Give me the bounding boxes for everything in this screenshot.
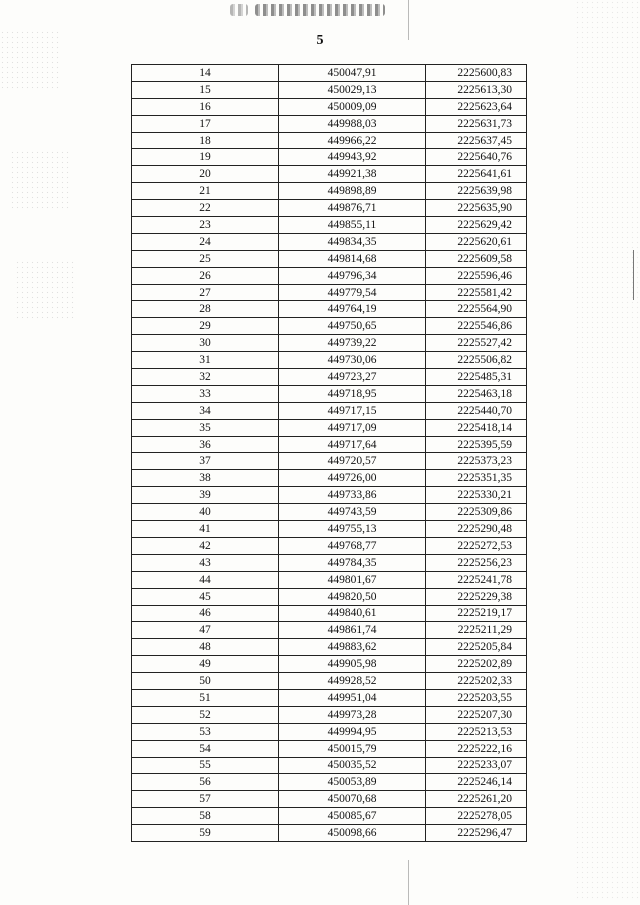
scan-artifact-top-left xyxy=(230,4,248,16)
point-number-cell: 55 xyxy=(132,757,279,774)
y-coordinate-cell: 2225546,86 xyxy=(426,318,527,335)
table-row xyxy=(132,706,527,723)
y-coordinate-cell: 2225640,76 xyxy=(426,149,527,166)
x-coordinate-cell: 450098,66 xyxy=(279,825,426,842)
scan-artifact-top xyxy=(255,4,385,16)
table-row xyxy=(132,115,527,132)
point-number-cell: 19 xyxy=(132,149,279,166)
table-row xyxy=(132,81,527,98)
y-coordinate-cell: 2225609,58 xyxy=(426,250,527,267)
table-row xyxy=(132,267,527,284)
page-number: 5 xyxy=(316,33,324,48)
y-coordinate-cell: 2225229,38 xyxy=(426,588,527,605)
point-number-cell: 42 xyxy=(132,537,279,554)
y-coordinate-cell: 2225635,90 xyxy=(426,200,527,217)
y-coordinate-cell: 2225637,45 xyxy=(426,132,527,149)
x-coordinate-cell: 449730,06 xyxy=(279,352,426,369)
x-coordinate-cell: 449814,68 xyxy=(279,250,426,267)
point-number-cell: 30 xyxy=(132,335,279,352)
y-coordinate-cell: 2225211,29 xyxy=(426,622,527,639)
y-coordinate-cell: 2225485,31 xyxy=(426,369,527,386)
y-coordinate-cell: 2225202,89 xyxy=(426,656,527,673)
point-number-cell: 15 xyxy=(132,81,279,98)
y-coordinate-cell: 2225261,20 xyxy=(426,791,527,808)
x-coordinate-cell: 449779,54 xyxy=(279,284,426,301)
table-row xyxy=(132,808,527,825)
point-number-cell: 51 xyxy=(132,689,279,706)
point-number-cell: 50 xyxy=(132,673,279,690)
table-row xyxy=(132,453,527,470)
point-number-cell: 16 xyxy=(132,98,279,115)
x-coordinate-cell: 449801,67 xyxy=(279,571,426,588)
x-coordinate-cell: 449951,04 xyxy=(279,689,426,706)
point-number-cell: 33 xyxy=(132,385,279,402)
point-number-cell: 20 xyxy=(132,166,279,183)
x-coordinate-cell: 449928,52 xyxy=(279,673,426,690)
y-coordinate-cell: 2225623,64 xyxy=(426,98,527,115)
table-row xyxy=(132,537,527,554)
y-coordinate-cell: 2225296,47 xyxy=(426,825,527,842)
scan-noise xyxy=(575,0,640,900)
table-row xyxy=(132,419,527,436)
y-coordinate-cell: 2225631,73 xyxy=(426,115,527,132)
table-row xyxy=(132,301,527,318)
x-coordinate-cell: 449840,61 xyxy=(279,605,426,622)
point-number-cell: 43 xyxy=(132,554,279,571)
x-coordinate-cell: 449743,59 xyxy=(279,504,426,521)
x-coordinate-cell: 449718,95 xyxy=(279,385,426,402)
point-number-cell: 14 xyxy=(132,65,279,82)
table-row xyxy=(132,740,527,757)
x-coordinate-cell: 449723,27 xyxy=(279,369,426,386)
table-row xyxy=(132,65,527,82)
y-coordinate-cell: 2225213,53 xyxy=(426,723,527,740)
point-number-cell: 36 xyxy=(132,436,279,453)
table-row xyxy=(132,166,527,183)
table-row xyxy=(132,335,527,352)
scan-edge-line xyxy=(408,860,409,905)
y-coordinate-cell: 2225309,86 xyxy=(426,504,527,521)
table-row xyxy=(132,639,527,656)
y-coordinate-cell: 2225629,42 xyxy=(426,217,527,234)
x-coordinate-cell: 449994,95 xyxy=(279,723,426,740)
point-number-cell: 37 xyxy=(132,453,279,470)
x-coordinate-cell: 449820,50 xyxy=(279,588,426,605)
point-number-cell: 52 xyxy=(132,706,279,723)
y-coordinate-cell: 2225233,07 xyxy=(426,757,527,774)
x-coordinate-cell: 449834,35 xyxy=(279,233,426,250)
x-coordinate-cell: 449755,13 xyxy=(279,521,426,538)
table-row xyxy=(132,656,527,673)
point-number-cell: 54 xyxy=(132,740,279,757)
table-row xyxy=(132,622,527,639)
table-row xyxy=(132,233,527,250)
table-row xyxy=(132,470,527,487)
x-coordinate-cell: 449921,38 xyxy=(279,166,426,183)
point-number-cell: 41 xyxy=(132,521,279,538)
y-coordinate-cell: 2225581,42 xyxy=(426,284,527,301)
x-coordinate-cell: 449943,92 xyxy=(279,149,426,166)
table-row xyxy=(132,200,527,217)
x-coordinate-cell: 449861,74 xyxy=(279,622,426,639)
y-coordinate-cell: 2225463,18 xyxy=(426,385,527,402)
x-coordinate-cell: 449750,65 xyxy=(279,318,426,335)
x-coordinate-cell: 449898,89 xyxy=(279,183,426,200)
point-number-cell: 59 xyxy=(132,825,279,842)
point-number-cell: 53 xyxy=(132,723,279,740)
x-coordinate-cell: 449855,11 xyxy=(279,217,426,234)
coordinates-table-body xyxy=(132,65,527,842)
point-number-cell: 40 xyxy=(132,504,279,521)
x-coordinate-cell: 449768,77 xyxy=(279,537,426,554)
point-number-cell: 26 xyxy=(132,267,279,284)
y-coordinate-cell: 2225527,42 xyxy=(426,335,527,352)
table-row xyxy=(132,250,527,267)
y-coordinate-cell: 2225600,83 xyxy=(426,65,527,82)
x-coordinate-cell: 449726,00 xyxy=(279,470,426,487)
y-coordinate-cell: 2225351,35 xyxy=(426,470,527,487)
y-coordinate-cell: 2225205,84 xyxy=(426,639,527,656)
point-number-cell: 18 xyxy=(132,132,279,149)
y-coordinate-cell: 2225418,14 xyxy=(426,419,527,436)
scan-edge-line xyxy=(633,250,634,300)
table-row xyxy=(132,588,527,605)
y-coordinate-cell: 2225203,55 xyxy=(426,689,527,706)
point-number-cell: 49 xyxy=(132,656,279,673)
x-coordinate-cell: 449988,03 xyxy=(279,115,426,132)
point-number-cell: 27 xyxy=(132,284,279,301)
y-coordinate-cell: 2225613,30 xyxy=(426,81,527,98)
table-row xyxy=(132,504,527,521)
y-coordinate-cell: 2225395,59 xyxy=(426,436,527,453)
x-coordinate-cell: 449720,57 xyxy=(279,453,426,470)
point-number-cell: 29 xyxy=(132,318,279,335)
table-row xyxy=(132,689,527,706)
y-coordinate-cell: 2225641,61 xyxy=(426,166,527,183)
x-coordinate-cell: 449764,19 xyxy=(279,301,426,318)
point-number-cell: 28 xyxy=(132,301,279,318)
y-coordinate-cell: 2225219,17 xyxy=(426,605,527,622)
point-number-cell: 31 xyxy=(132,352,279,369)
x-coordinate-cell: 449905,98 xyxy=(279,656,426,673)
x-coordinate-cell: 449784,35 xyxy=(279,554,426,571)
y-coordinate-cell: 2225241,78 xyxy=(426,571,527,588)
x-coordinate-cell: 449883,62 xyxy=(279,639,426,656)
point-number-cell: 58 xyxy=(132,808,279,825)
scan-noise xyxy=(15,260,75,320)
point-number-cell: 44 xyxy=(132,571,279,588)
x-coordinate-cell: 450085,67 xyxy=(279,808,426,825)
point-number-cell: 25 xyxy=(132,250,279,267)
table-row xyxy=(132,605,527,622)
x-coordinate-cell: 449966,22 xyxy=(279,132,426,149)
point-number-cell: 46 xyxy=(132,605,279,622)
x-coordinate-cell: 450015,79 xyxy=(279,740,426,757)
x-coordinate-cell: 449973,28 xyxy=(279,706,426,723)
x-coordinate-cell: 450070,68 xyxy=(279,791,426,808)
table-row xyxy=(132,385,527,402)
table-row xyxy=(132,825,527,842)
point-number-cell: 22 xyxy=(132,200,279,217)
y-coordinate-cell: 2225620,61 xyxy=(426,233,527,250)
y-coordinate-cell: 2225596,46 xyxy=(426,267,527,284)
point-number-cell: 56 xyxy=(132,774,279,791)
point-number-cell: 38 xyxy=(132,470,279,487)
table-row xyxy=(132,774,527,791)
table-row xyxy=(132,791,527,808)
x-coordinate-cell: 450053,89 xyxy=(279,774,426,791)
point-number-cell: 57 xyxy=(132,791,279,808)
x-coordinate-cell: 449717,15 xyxy=(279,402,426,419)
table-row xyxy=(132,521,527,538)
table-row xyxy=(132,487,527,504)
table-row xyxy=(132,402,527,419)
point-number-cell: 45 xyxy=(132,588,279,605)
x-coordinate-cell: 449733,86 xyxy=(279,487,426,504)
y-coordinate-cell: 2225222,16 xyxy=(426,740,527,757)
y-coordinate-cell: 2225278,05 xyxy=(426,808,527,825)
table-row xyxy=(132,369,527,386)
x-coordinate-cell: 450029,13 xyxy=(279,81,426,98)
table-row xyxy=(132,284,527,301)
y-coordinate-cell: 2225246,14 xyxy=(426,774,527,791)
table-row xyxy=(132,98,527,115)
y-coordinate-cell: 2225564,90 xyxy=(426,301,527,318)
table-row xyxy=(132,554,527,571)
y-coordinate-cell: 2225290,48 xyxy=(426,521,527,538)
x-coordinate-cell: 449717,64 xyxy=(279,436,426,453)
table-row xyxy=(132,723,527,740)
point-number-cell: 35 xyxy=(132,419,279,436)
point-number-cell: 24 xyxy=(132,233,279,250)
table-row xyxy=(132,673,527,690)
coordinates-table xyxy=(131,64,527,842)
y-coordinate-cell: 2225207,30 xyxy=(426,706,527,723)
x-coordinate-cell: 449739,22 xyxy=(279,335,426,352)
table-row xyxy=(132,318,527,335)
y-coordinate-cell: 2225639,98 xyxy=(426,183,527,200)
point-number-cell: 47 xyxy=(132,622,279,639)
x-coordinate-cell: 449717,09 xyxy=(279,419,426,436)
point-number-cell: 39 xyxy=(132,487,279,504)
table-row xyxy=(132,352,527,369)
point-number-cell: 17 xyxy=(132,115,279,132)
y-coordinate-cell: 2225272,53 xyxy=(426,537,527,554)
x-coordinate-cell: 449876,71 xyxy=(279,200,426,217)
x-coordinate-cell: 449796,34 xyxy=(279,267,426,284)
point-number-cell: 32 xyxy=(132,369,279,386)
table-row xyxy=(132,217,527,234)
y-coordinate-cell: 2225202,33 xyxy=(426,673,527,690)
x-coordinate-cell: 450009,09 xyxy=(279,98,426,115)
point-number-cell: 34 xyxy=(132,402,279,419)
point-number-cell: 21 xyxy=(132,183,279,200)
x-coordinate-cell: 450035,52 xyxy=(279,757,426,774)
scan-noise xyxy=(10,150,70,210)
table-row xyxy=(132,132,527,149)
point-number-cell: 48 xyxy=(132,639,279,656)
y-coordinate-cell: 2225330,21 xyxy=(426,487,527,504)
x-coordinate-cell: 450047,91 xyxy=(279,65,426,82)
table-row xyxy=(132,183,527,200)
table-row xyxy=(132,436,527,453)
y-coordinate-cell: 2225373,23 xyxy=(426,453,527,470)
table-row xyxy=(132,149,527,166)
y-coordinate-cell: 2225440,70 xyxy=(426,402,527,419)
table-row xyxy=(132,757,527,774)
table-row xyxy=(132,571,527,588)
y-coordinate-cell: 2225256,23 xyxy=(426,554,527,571)
y-coordinate-cell: 2225506,82 xyxy=(426,352,527,369)
point-number-cell: 23 xyxy=(132,217,279,234)
